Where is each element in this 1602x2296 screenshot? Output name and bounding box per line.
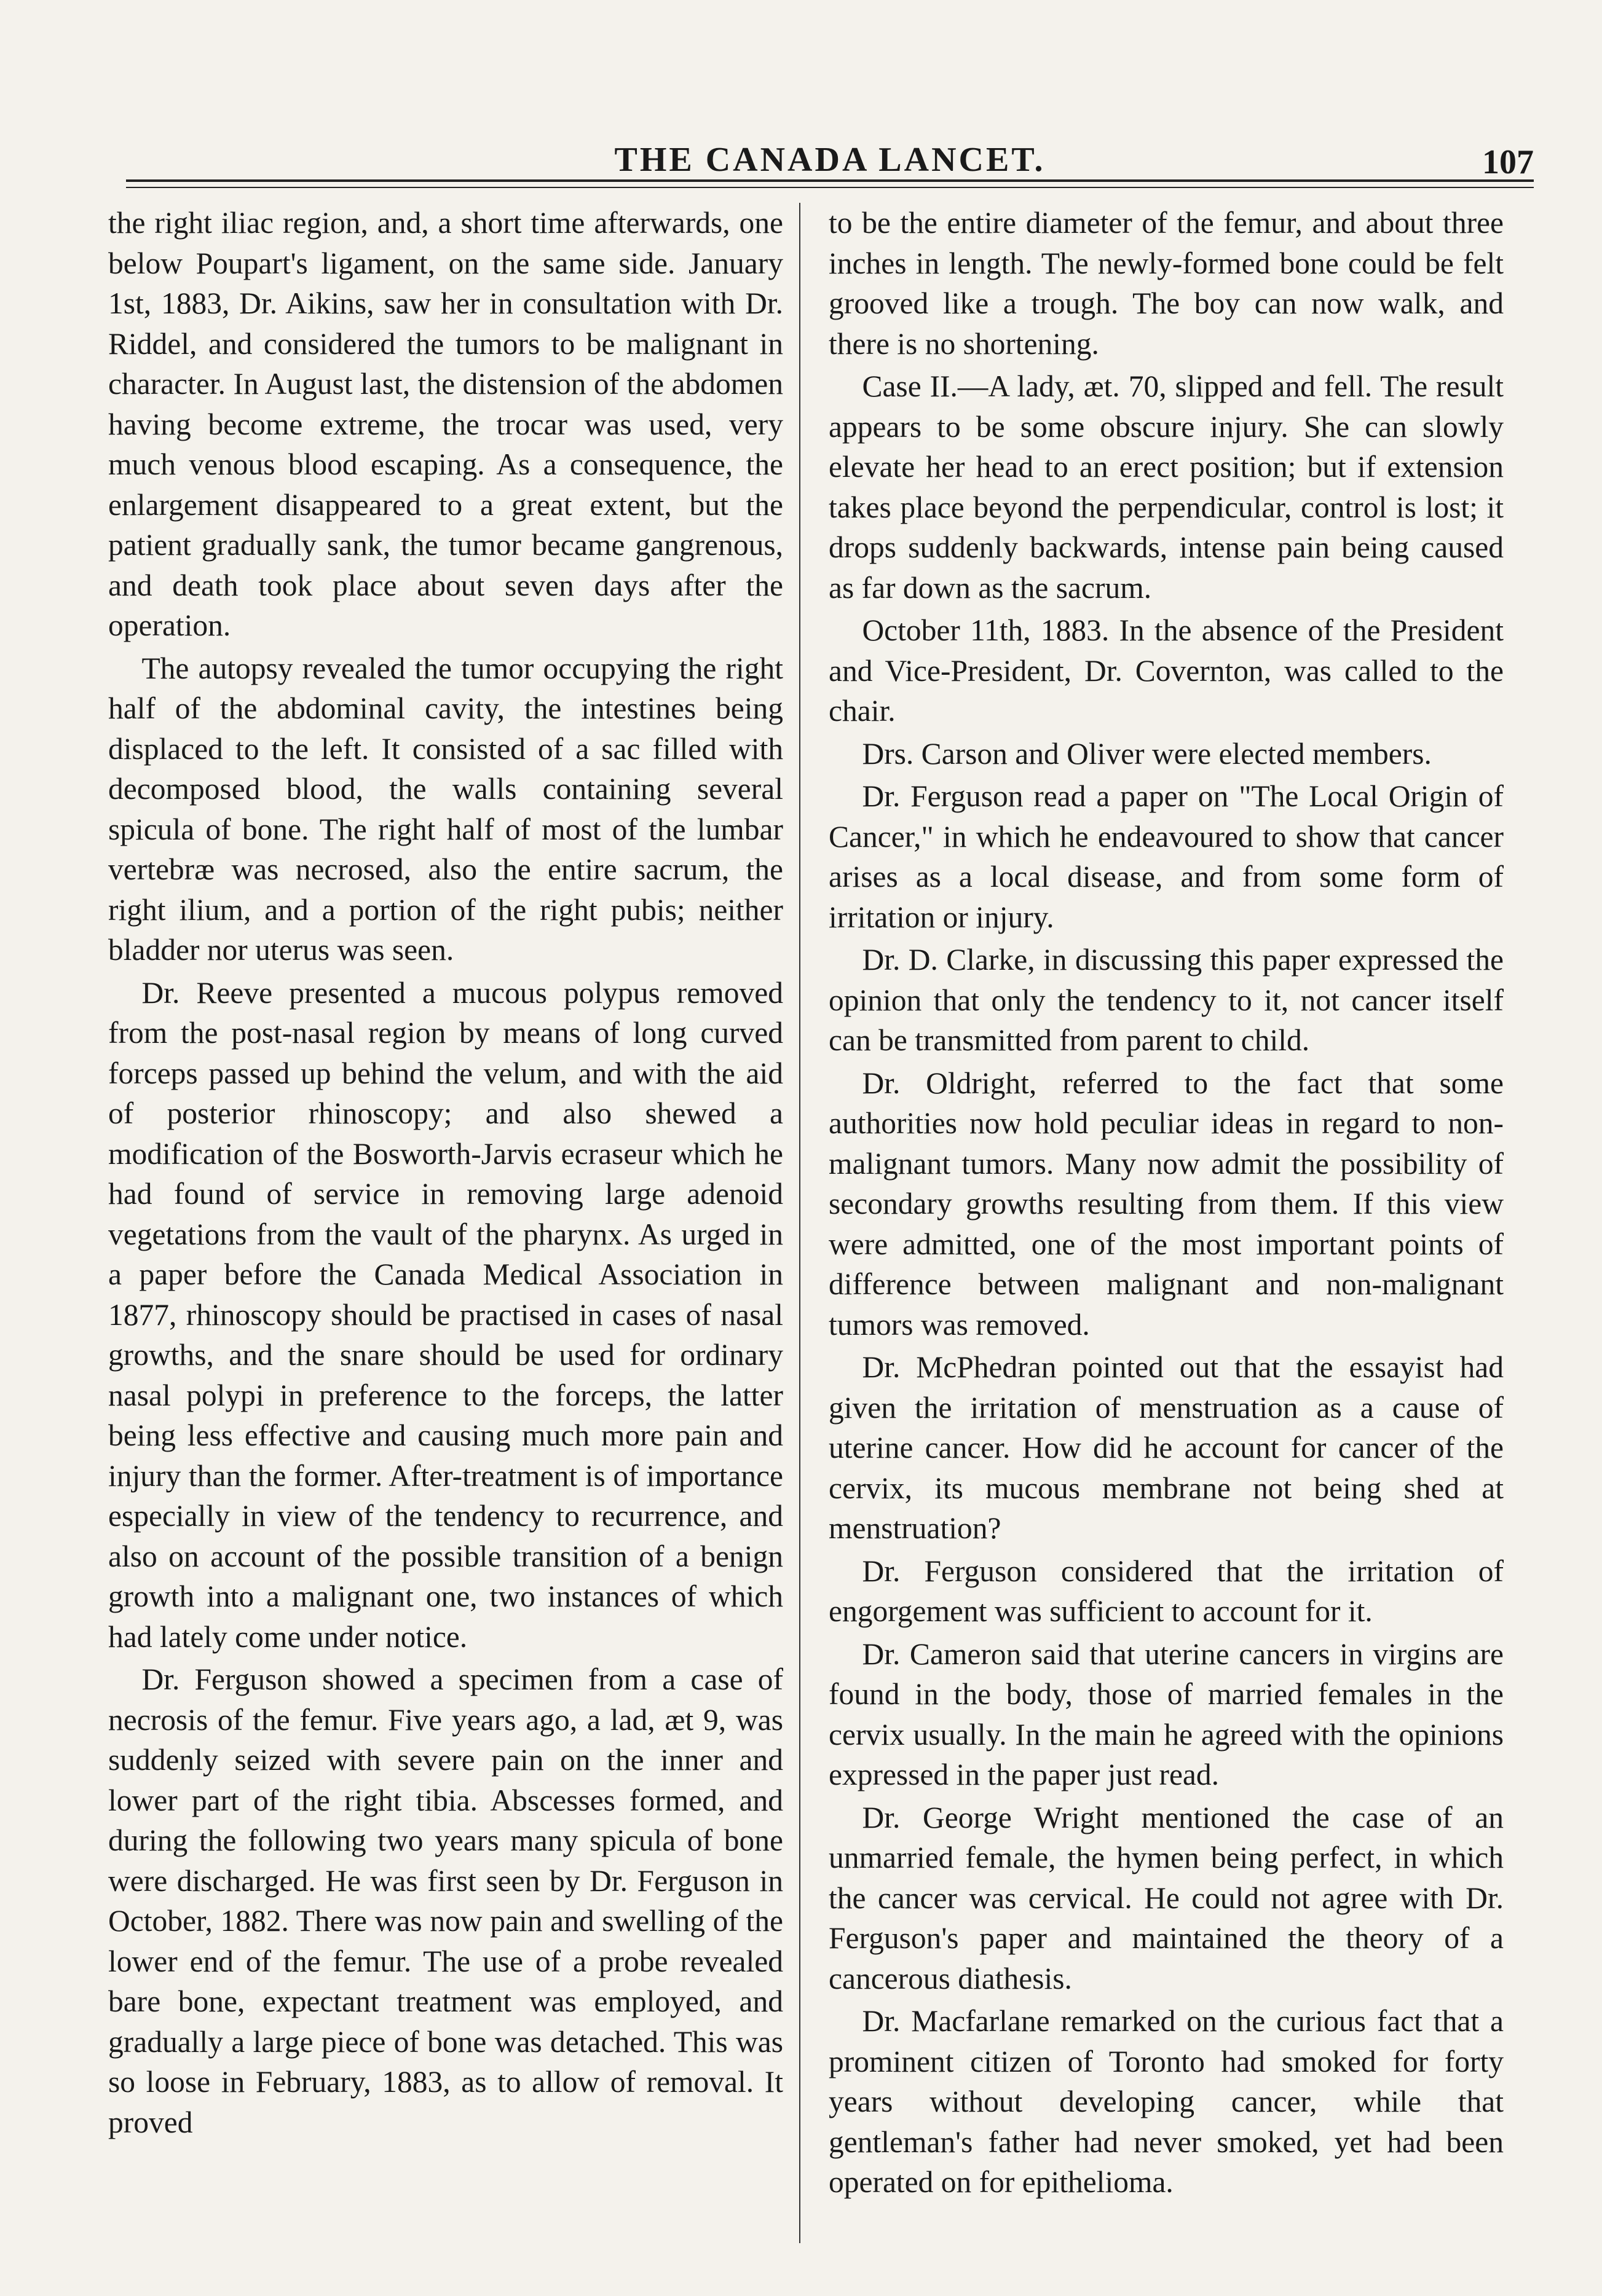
paragraph: Dr. Macfarlane remarked on the curious fact that a prominent citizen of Toronto had smoked for forty years without developing cancer, while that gentleman's father had never smoked, yet had been operated on for epithelioma. [829, 2004, 1504, 2199]
right-column [829, 203, 1504, 2203]
paragraph: Dr. Ferguson showed a specimen from a case of necrosis of the femur. Five years ago, a lad, æt 9, was suddenly seized with severe pain on the inner and lower part of the right tibia. Abscesses formed, and during the following two years many spicula of bone were discharged. He was first seen by Dr. Ferguson in October, 1882. There was now pain and swelling of the lower end of the femur. The use of a probe revealed bare bone, expectant treatment was employed, and gradually a large piece of bone was detached. This was so loose in February, 1883, as to allow of removal. It proved [108, 1662, 783, 2139]
paragraph: Dr. Cameron said that uterine cancers in virgins are found in the body, those of married females in the cervix usually. In the main he agreed with the opinions expressed in the paper just read. [829, 1637, 1504, 1791]
paragraph: Dr. Oldright, referred to the fact that some authorities now hold peculiar ideas in regard to non-malignant tumors. Many now admit the possibility of secondary growths resulting from them. If this view were admitted, one of the most important points of difference between malignant and non-malignant tumors was removed. [829, 1066, 1504, 1342]
paragraph: the right iliac region, and, a short time afterwards, one below Poupart's ligament, on the same side. January 1st, 1883, Dr. Aikins, saw her in consultation with Dr. Riddel, and considered the tumors to be malignant in character. In August last, the distension of the abdomen having become extreme, the trocar was used, very much venous blood escaping. As a consequence, the enlargement disappeared to a great extent, but the patient gradually sank, the tumor became gangrenous, and death took place about seven days after the operation. [108, 206, 783, 642]
paragraph: to be the entire diameter of the femur, and about three inches in length. The newly-formed bone could be felt grooved like a trough. The boy can now walk, and there is no shortening. [829, 206, 1504, 361]
paragraph: Dr. Reeve presented a mucous polypus removed from the post-nasal region by means of long curved forceps passed up behind the velum, and with the aid of posterior rhinoscopy; and also shewed a modification of the Bosworth-Jarvis ecraseur which he had found of service in removing large adenoid vegetations from the vault of the pharynx. As urged in a paper before the Canada Medical Association in 1877, rhinoscopy should be practised in cases of nasal growths, and the snare should be used for ordinary nasal polypi in preference to the forceps, the latter being less effective and causing much more pain and injury than the former. After-treatment is of importance especially in view of the tendency to recurrence, and also on account of the possible transition of a benign growth into a malignant one, two instances of which had lately come under notice. [108, 975, 783, 1654]
column-divider [799, 203, 800, 2243]
header-rule-thin [126, 187, 1534, 188]
paragraph: Dr. D. Clarke, in discussing this paper expressed the opinion that only the tendency to it, not cancer itself can be transmitted from parent to child. [829, 943, 1504, 1057]
paragraph: Dr. George Wright mentioned the case of an unmarried female, the hymen being perfect, in which the cancer was cervical. He could not agree with Dr. Ferguson's paper and maintained the theory of a cancerous diathesis. [829, 1800, 1504, 1995]
paragraph: Dr. Ferguson considered that the irritation of engorgement was sufficient to account for it. [829, 1554, 1504, 1628]
paragraph: The autopsy revealed the tumor occupying the right half of the abdominal cavity, the intestines being displaced to the left. It consisted of a sac filled with decomposed blood, the walls containing several spicula of bone. The right half of most of the lumbar vertebræ was necrosed, also the entire sacrum, the right ilium, and a portion of the right pubis; neither bladder nor uterus was seen. [108, 651, 783, 967]
paragraph: Dr. Ferguson read a paper on "The Local Origin of Cancer," in which he endeavoured to show that cancer arises as a local disease, and from some form of irritation or injury. [829, 779, 1504, 934]
paragraph: Drs. Carson and Oliver were elected members. [862, 736, 1432, 771]
header-rule [126, 179, 1534, 182]
paragraph: Dr. McPhedran pointed out that the essayist had given the irritation of menstruation as a cause of uterine cancer. How did he account for cancer of the cervix, its mucous membrane not being shed at menstruation? [829, 1350, 1504, 1545]
page-header [126, 140, 1534, 183]
journal-title: THE CANADA LANCET. [614, 141, 1046, 179]
paragraph: October 11th, 1883. In the absence of the President and Vice-President, Dr. Covernton, was called to the chair. [829, 613, 1504, 728]
paragraph: Case II.—A lady, æt. 70, slipped and fell. The result appears to be some obscure injury. She can slowly elevate her head to an erect position; but if extension takes place beyond the perpendicular, control is lost; it drops suddenly backwards, intense pain being caused as far down as the sacrum. [829, 369, 1504, 605]
left-column [108, 203, 783, 2142]
page-number: 107 [1482, 143, 1534, 181]
